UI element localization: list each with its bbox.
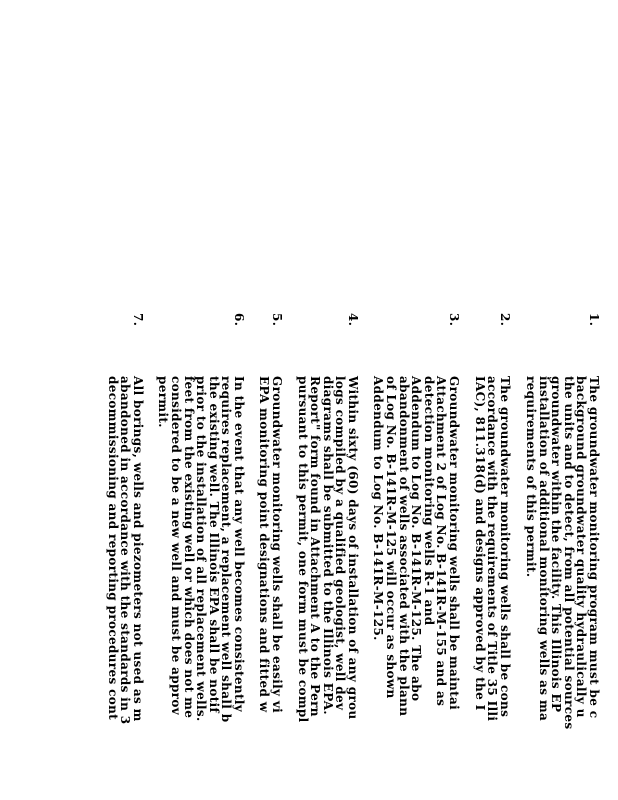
text-line: The groundwater monitoring program must be c (587, 376, 601, 719)
text-line: requirements of this permit. (524, 376, 539, 578)
text-line: of Log No. B-141R-M-125 will occur as shown (384, 376, 399, 699)
list-item (472, 313, 512, 800)
item-number: 3. (447, 313, 461, 327)
text-line: installation of additional monitoring wells as ma (536, 376, 551, 722)
text-line: feet from the existing well or which does not me (181, 376, 196, 719)
text-line: accordance with the requirements of Title 35 Illi (485, 376, 500, 722)
list-item (105, 313, 145, 800)
text-line: Groundwater monitoring wells shall be maintai (447, 376, 461, 711)
text-line: the existing well. The Illinois EPA shall be notif (206, 376, 221, 714)
text-line: pursuant to this permit, one form must be compl (295, 376, 310, 723)
item-number: 7. (131, 313, 145, 327)
text-line: logs compiled by a qualified geologist, well dev (333, 376, 348, 711)
text-line: IAC), 811.318(d) and designs approved by the I (472, 376, 487, 711)
text-line: Addendum to Log No. B-141R-M-125. (371, 376, 386, 641)
text-line: EPA monitoring point designations and fitted w (257, 376, 272, 713)
list-item (371, 313, 461, 800)
text-line: decommissioning and reporting procedures cont (105, 376, 120, 721)
text-line: prior to the installation of all replacement wells. (194, 376, 209, 722)
text-line: Addendum to Log No. B-141R-M-125. The abo (409, 376, 424, 702)
text-line: abandoned in accordance with the standards in 3 (118, 376, 133, 725)
text-line: The groundwater monitoring wells shall be cons (498, 376, 512, 718)
list-item (524, 313, 601, 800)
list-item (156, 313, 246, 800)
list-item (257, 313, 284, 800)
text-line: In the event that any well becomes consistently (232, 376, 246, 713)
text-line: abandonment of wells associated with the plann (396, 376, 411, 717)
text-line: considered to be a new well and must be approv (169, 376, 184, 716)
item-number: 4. (346, 313, 360, 327)
text-line: Report" form found in Attachment A to the Pern (308, 376, 323, 717)
item-number: 5. (270, 313, 284, 327)
list-item (295, 313, 360, 800)
text-line: Within sixty (60) days of installation of any grou (346, 376, 360, 720)
text-line: Attachment 2 of Log No. B-141R-M-155 and as (434, 376, 449, 707)
text-line: diagrams shall be submitted to the Illinois EPA. (320, 376, 335, 715)
item-number: 1. (587, 313, 601, 327)
text-line: the units and to detect, from all potential sources (561, 376, 576, 730)
item-number: 2. (498, 313, 512, 327)
text-line: groundwater within the facility. This Illinois EP (549, 376, 564, 713)
text-line: permit. (156, 376, 171, 428)
text-line: background groundwater quality hydraulically u (574, 376, 589, 718)
text-line: requires replacement, a replacement well shall b (219, 376, 234, 723)
text-line: detection monitoring wells R-1 and (421, 376, 436, 626)
text-line: Groundwater monitoring wells shall be easily vi (270, 376, 284, 714)
item-number: 6. (232, 313, 246, 327)
text-line: All borings, wells and piezometers not used as m (131, 376, 145, 722)
